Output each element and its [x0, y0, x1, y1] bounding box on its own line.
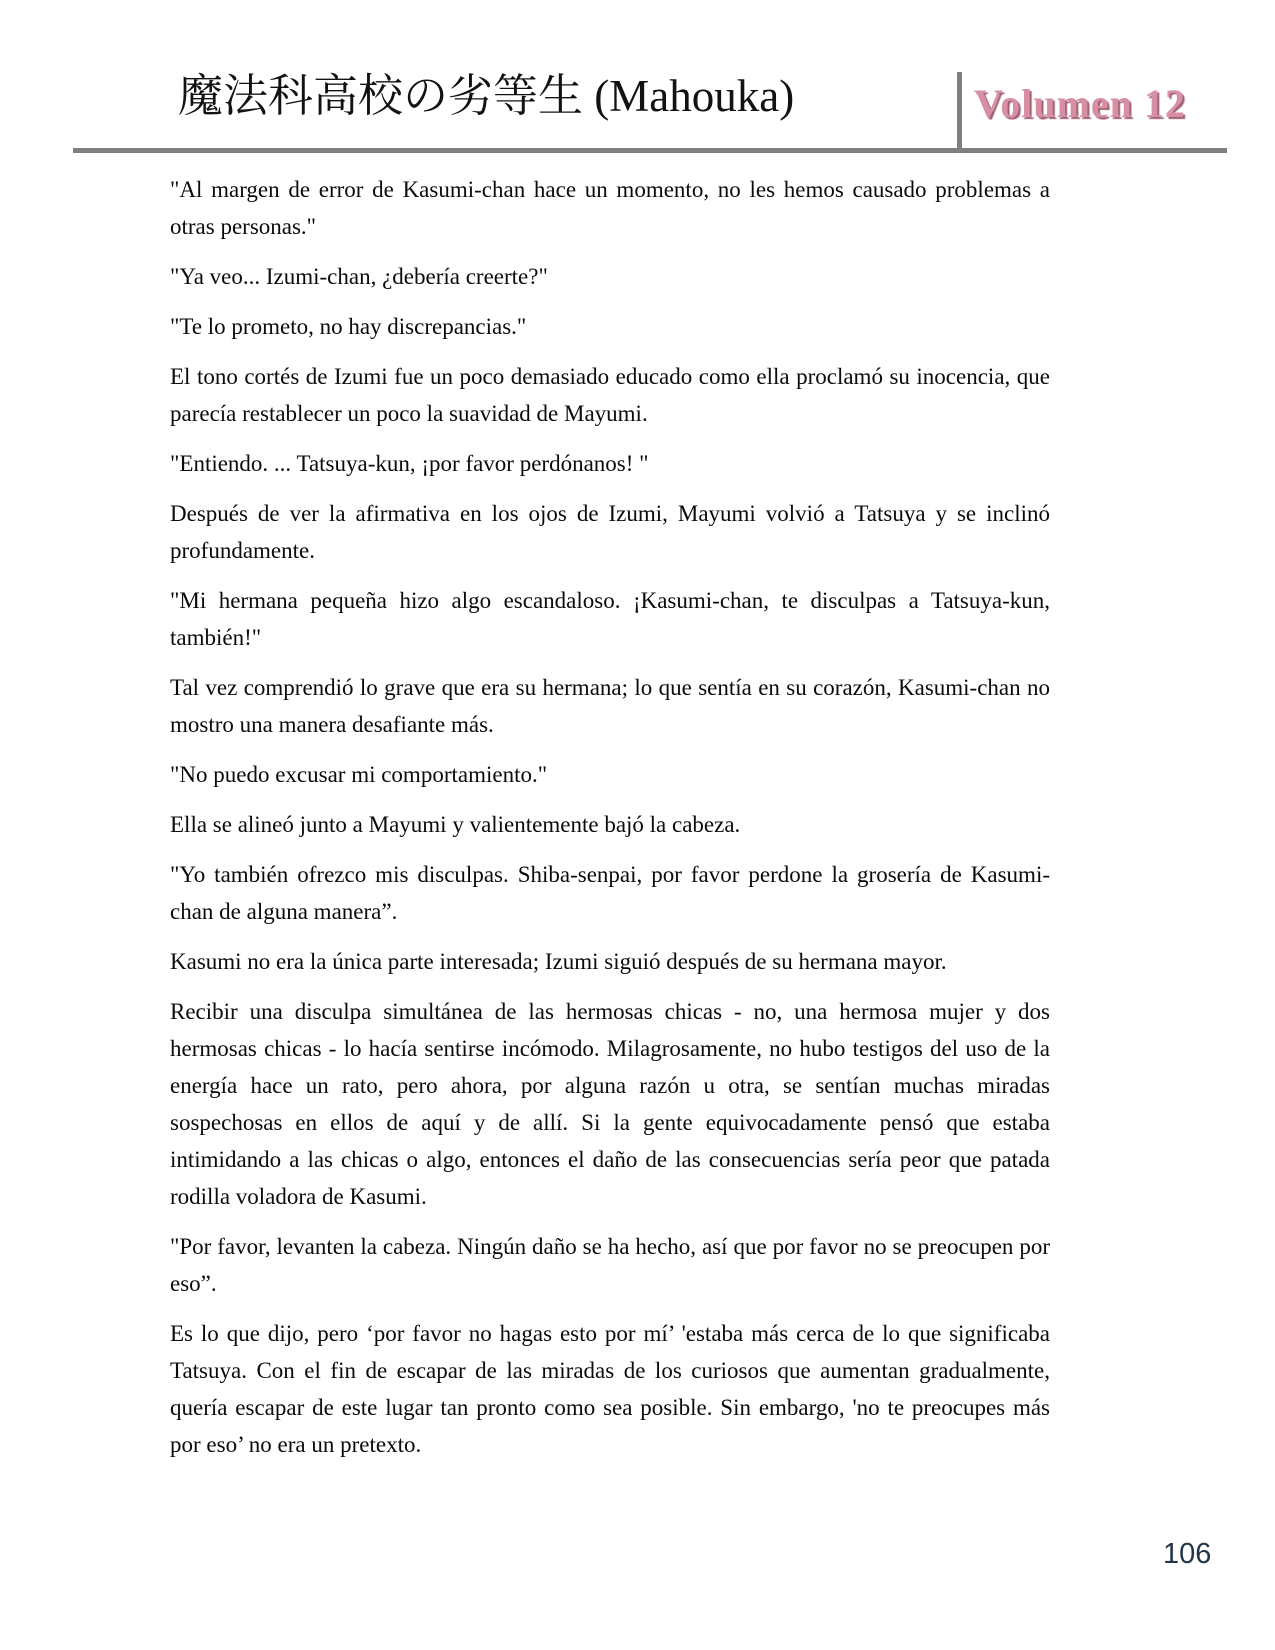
paragraph: Es lo que dijo, pero ‘por favor no hagas esto por mí’ 'estaba más cerca de lo que significaba Tatsuya. Con el fin de escapar de las miradas de los curiosos que aumentan gradualmente, quería escapar de este lugar tan pronto como sea posible. Sin embargo, 'no te preocupes más por eso’ no era un pretexto. [170, 1321, 1050, 1457]
paragraph: Ella se alineó junto a Mayumi y valientemente bajó la cabeza. [170, 812, 741, 837]
paragraph: "No puedo excusar mi comportamiento." [170, 762, 548, 787]
header-divider [957, 72, 962, 153]
paragraph: "Te lo prometo, no hay discrepancias." [170, 314, 527, 339]
volume-label: Volumen 12 [974, 81, 1186, 126]
paragraph: "Yo también ofrezco mis disculpas. Shiba-senpai, por favor perdone la grosería de Kasumi-chan de alguna manera”. [170, 862, 1050, 924]
page-number: 106 [1163, 1538, 1212, 1570]
paragraph: "Al margen de error de Kasumi-chan hace un momento, no les hemos causado problemas a otras personas." [170, 177, 1050, 239]
paragraph: Después de ver la afirmativa en los ojos de Izumi, Mayumi volvió a Tatsuya y se inclinó profundamente. [170, 501, 1050, 563]
paragraph: "Entiendo. ... Tatsuya-kun, ¡por favor perdónanos! " [170, 451, 649, 476]
paragraph: Tal vez comprendió lo grave que era su hermana; lo que sentía en su corazón, Kasumi-chan no mostro una manera desafiante más. [170, 675, 1050, 737]
paragraph: "Ya veo... Izumi-chan, ¿debería creerte?" [170, 264, 548, 289]
paragraph: Kasumi no era la única parte interesada; Izumi siguió después de su hermana mayor. [170, 949, 947, 974]
book-title: 魔法科高校の劣等生 (Mahouka) [178, 71, 795, 121]
paragraph: "Mi hermana pequeña hizo algo escandaloso. ¡Kasumi-chan, te disculpas a Tatsuya-kun, también!" [170, 588, 1050, 650]
paragraph: Recibir una disculpa simultánea de las hermosas chicas - no, una hermosa mujer y dos hermosas chicas - lo hacía sentirse incómodo. Milagrosamente, no hubo testigos del uso de la energía hace un rato, pero ahora, por alguna razón u otra, se sentían muchas miradas sospechosas en ellos de aquí y de allí. Si la gente equivocadamente pensó que estaba intimidando a las chicas o algo, entonces el daño de las consecuencias sería peor que patada rodilla voladora de Kasumi. [170, 999, 1050, 1209]
header-rule [73, 148, 1227, 153]
paragraph: "Por favor, levanten la cabeza. Ningún daño se ha hecho, así que por favor no se preocupen por eso”. [170, 1234, 1050, 1296]
paragraph: El tono cortés de Izumi fue un poco demasiado educado como ella proclamó su inocencia, que parecía restablecer un poco la suavidad de Mayumi. [170, 364, 1050, 426]
body-text [170, 171, 1050, 1476]
